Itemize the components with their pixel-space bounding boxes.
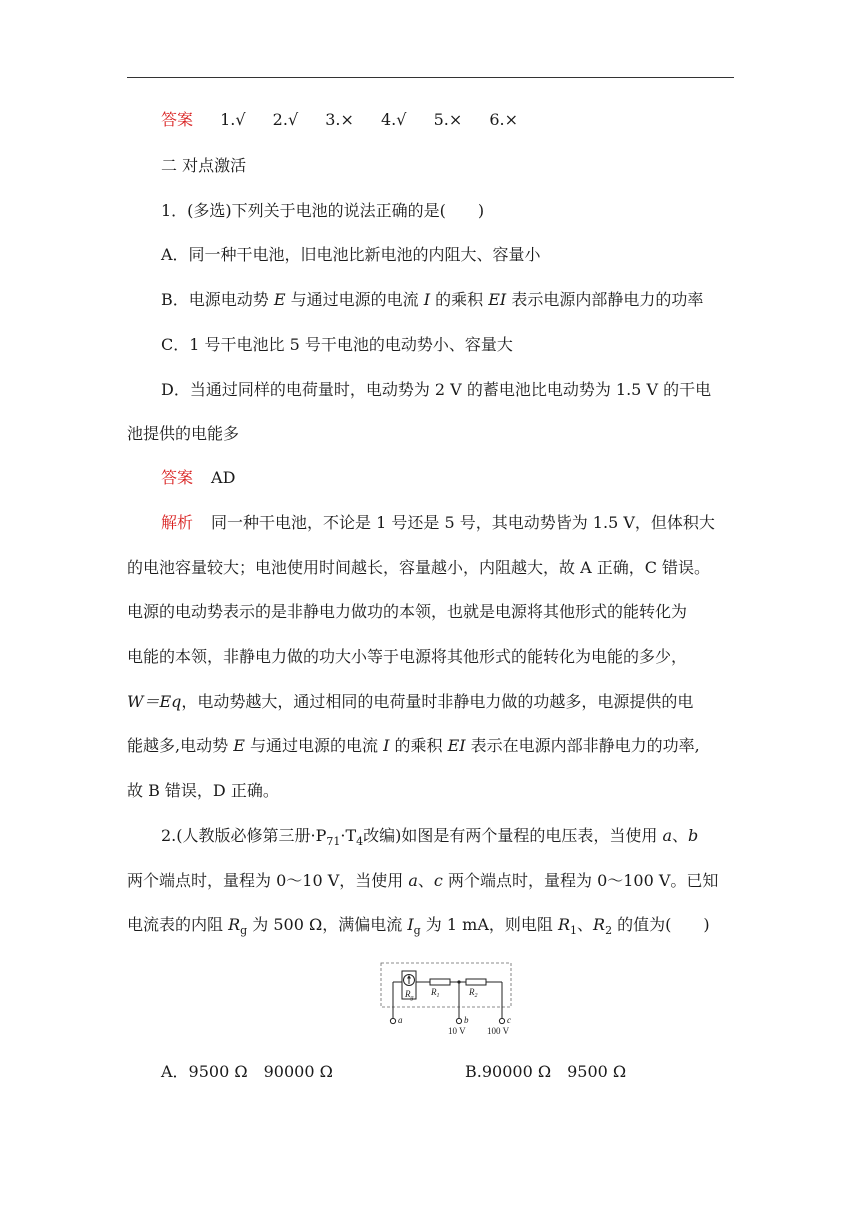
r2-resistor	[466, 979, 486, 985]
formula: W＝Eq	[127, 692, 182, 711]
answer-label: 答案	[161, 468, 194, 487]
q1-option-c: C．1 号干电池比 5 号干电池的电动势小、容量大	[161, 335, 513, 354]
text-run: ·T	[340, 826, 357, 845]
answer-item: 1.√	[220, 110, 246, 129]
answer-item: 2.√	[272, 110, 299, 129]
text-run: 的乘积	[389, 736, 448, 755]
rg-label: $R_g$	[405, 989, 414, 1001]
var-i: I	[423, 290, 431, 309]
analysis-label: 解析	[161, 513, 194, 532]
answers-row	[161, 108, 734, 132]
q1-option-d-line1: D．当通过同样的电荷量时，电动势为 2 V 的蓄电池比电动势为 1.5 V 的干电	[161, 380, 712, 399]
text-run: 同一种干电池，不论是 1 号还是 5 号，其电动势皆为 1.5 V，但体积大	[211, 513, 715, 532]
r1-resistor	[430, 979, 450, 985]
subscript: g	[240, 924, 248, 938]
terminal-c	[499, 1018, 504, 1023]
q2-option-a: A．9500 Ω 90000 Ω	[161, 1062, 333, 1081]
text-run: 改编)如图是有两个量程的电压表，当使用	[363, 826, 663, 845]
var-r: R	[593, 915, 606, 934]
q1-stem: 1．(多选)下列关于电池的说法正确的是( )	[161, 201, 485, 220]
q2-line-1	[161, 824, 734, 854]
answer-label: 答案	[161, 110, 194, 129]
voltmeter-circuit-diagram	[378, 960, 518, 1042]
analysis-line-1	[161, 511, 734, 535]
answer-item: 4.√	[381, 110, 407, 129]
terminal-b	[456, 1018, 461, 1023]
var-a: a	[408, 871, 418, 890]
answer-value: AD	[211, 468, 236, 487]
q2-option-b: B.90000 Ω 9500 Ω	[465, 1062, 627, 1081]
r2-label: $R_2$	[469, 987, 478, 999]
answer-item: 6.×	[489, 110, 518, 129]
var-c: c	[433, 871, 443, 890]
var-e: E	[273, 290, 286, 309]
text-run: 、	[672, 826, 689, 845]
text-run: 电流表的内阻	[127, 915, 229, 934]
text-run: ，电动势越大，通过相同的电荷量时非静电力做的功越多，电源提供的电	[181, 692, 694, 711]
q1-option-b	[161, 288, 734, 312]
text-run: 两个端点时，量程为 0～100 V。已知	[442, 871, 719, 890]
section-title: 二 对点激活	[161, 156, 247, 175]
answer-item: 3.×	[325, 110, 354, 129]
var-ei: EI	[447, 736, 466, 755]
range-10v-label: 10 V	[448, 1026, 466, 1036]
text-run: 与通过电源的电流	[244, 736, 384, 755]
text-run: 的值为( )	[612, 915, 710, 934]
q1-option-a: A．同一种干电池，旧电池比新电池的内阻大、容量小	[161, 245, 541, 264]
analysis-line-6	[127, 734, 734, 758]
q2-line-3	[127, 913, 734, 943]
text-run: 、	[577, 915, 594, 934]
subscript: g	[413, 924, 421, 938]
analysis-line-2: 的电池容量较大；电池使用时间越长，容量越小，内阻越大，故 A 正确，C 错误。	[127, 558, 711, 577]
analysis-line-5	[127, 690, 734, 714]
analysis-line-3: 电源的电动势表示的是非静电力做功的本领，也就是电源将其他形式的能转化为	[127, 602, 688, 621]
header-rule	[127, 77, 734, 78]
terminal-a	[390, 1018, 395, 1023]
terminal-c-label: c	[507, 1015, 511, 1025]
text-run: B．电源电动势	[161, 290, 274, 309]
var-ei: EI	[488, 290, 507, 309]
text-run: 表示在电源内部非静电力的功率,	[465, 736, 700, 755]
var-r: R	[228, 915, 241, 934]
var-b: b	[688, 826, 699, 845]
range-100v-label: 100 V	[487, 1026, 510, 1036]
analysis-line-4: 电能的本领，非静电力做的功大小等于电源将其他形式的能转化为电能的多少，	[127, 647, 688, 666]
text-run: 2.(人教版必修第三册·P	[161, 826, 327, 845]
text-run: 表示电源内部静电力的功率	[506, 290, 704, 309]
r1-label: $R_1$	[431, 987, 440, 999]
subscript: 1	[570, 924, 578, 938]
var-i: I	[383, 736, 390, 755]
var-r: R	[557, 915, 571, 934]
text-run: 为 500 Ω，满偏电流	[247, 915, 408, 934]
text-run: 两个端点时，量程为 0～10 V，当使用	[127, 871, 409, 890]
subscript: 71	[326, 835, 341, 849]
text-run: 与通过电源的电流	[285, 290, 424, 309]
var-a: a	[662, 826, 673, 845]
text-run: 为 1 mA，则电阻	[420, 915, 558, 934]
var-e: E	[233, 736, 245, 755]
subscript: 4	[356, 835, 364, 849]
terminal-a-label: a	[398, 1015, 403, 1025]
q2-line-2	[127, 869, 734, 893]
text-run: 的乘积	[430, 290, 489, 309]
q1-answer	[161, 466, 734, 490]
text-run: 、	[417, 871, 434, 890]
analysis-line-7: 故 B 错误，D 正确。	[127, 781, 279, 800]
answer-item: 5.×	[433, 110, 463, 129]
terminal-b-label: b	[464, 1015, 469, 1025]
var-i: I	[407, 915, 414, 934]
subscript: 2	[605, 924, 613, 938]
text-run: 能越多,电动势	[127, 736, 234, 755]
q1-option-d-line2: 池提供的电能多	[127, 424, 240, 443]
